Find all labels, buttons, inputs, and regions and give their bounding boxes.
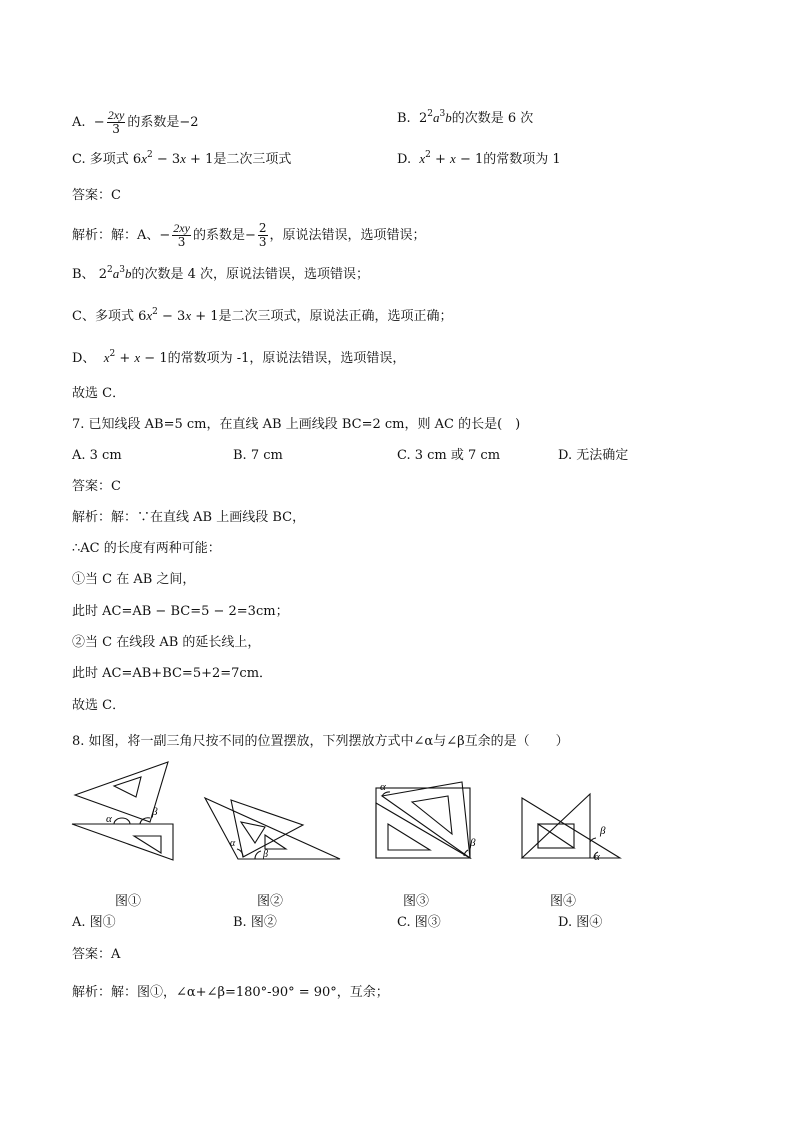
figure-4-triangle-rulers	[518, 790, 628, 865]
q6-analysis-b: B、 $2^2a^3b$的次数是 4 次，原说法错误，选项错误；	[72, 265, 369, 282]
q8-option-d: D. 图④	[558, 915, 603, 930]
figure-4-caption: 图④	[550, 894, 577, 909]
q6-analysis-d: D、 $x^2 + x - 1$的常数项为 -1，原说法错误，选项错误，	[72, 349, 406, 366]
figure-2-alpha-label: α	[230, 838, 236, 849]
q7-option-c: C. 3 cm 或 7 cm	[397, 448, 501, 463]
q6-analysis-c: C、多项式 $6x^2 - 3x + 1$是二次三项式，原说法正确，选项正确；	[72, 307, 453, 324]
q6-analysis-a: 解析：解：A、− $\frac{2xy}{3}$ 的系数是− $\frac{2}{3}$ ，原说法错误，选项错误；	[72, 221, 426, 249]
q8-analysis: 解析：解：图①，∠α+∠β=180°-90° = 90°，互余；	[72, 985, 389, 1000]
figure-3-triangle-rulers	[372, 778, 482, 866]
q8-option-c: C. 图③	[397, 915, 441, 930]
q6-option-b: B. $2^2a^3b$的次数是 6 次	[397, 109, 534, 126]
q8-stem: 8. 如图，将一副三角尺按不同的位置摆放，下列摆放方式中∠α与∠β互余的是（ ）	[72, 734, 569, 749]
q8-option-a: A. 图①	[72, 915, 116, 930]
figure-4-beta-label: β	[600, 825, 606, 837]
figure-3-alpha-label: α	[380, 781, 386, 793]
q7-option-b: B. 7 cm	[233, 448, 283, 463]
figure-3-beta-label: β	[470, 837, 476, 849]
q6-answer: 答案：C	[72, 188, 121, 203]
q7-option-d: D. 无法确定	[558, 448, 629, 463]
figure-2-beta-label: β	[263, 849, 268, 860]
q6-option-d: D. $x^2 + x - 1$的常数项为 1	[397, 150, 561, 167]
q7-stem: 7. 已知线段 AB=5 cm，在直线 AB 上画线段 BC=2 cm，则 AC 的长是( )	[72, 417, 521, 432]
q7-conclusion: 故选 C．	[72, 698, 126, 713]
figure-4-alpha-label: α	[594, 851, 600, 863]
q7-analysis-line-4: 此时 AC=AB − BC=5 − 2=3cm；	[72, 604, 289, 619]
figure-1-alpha-label: α	[106, 813, 112, 825]
q7-analysis-line-1: 解析：解：∵在直线 AB 上画线段 BC，	[72, 510, 306, 525]
figure-1-beta-label: β	[152, 806, 158, 818]
q7-analysis-line-6: 此时 AC=AB+BC=5+2=7cm．	[72, 666, 273, 681]
q8-answer: 答案：A	[72, 947, 121, 962]
q7-analysis-line-5: ②当 C 在线段 AB 的延长线上，	[72, 635, 261, 650]
q8-option-b: B. 图②	[233, 915, 277, 930]
figure-3-caption: 图③	[403, 894, 430, 909]
q6-conclusion: 故选 C．	[72, 386, 126, 401]
q7-option-a: A. 3 cm	[72, 448, 122, 463]
figure-2-caption: 图②	[257, 894, 284, 909]
figure-1-caption: 图①	[115, 894, 142, 909]
q6-option-c: C. 多项式 $6x^2 - 3x + 1$是二次三项式	[72, 150, 292, 167]
figure-1-triangle-rulers	[70, 760, 180, 865]
q7-answer: 答案：C	[72, 479, 121, 494]
q6-option-a: A. − $\frac{2xy}{3}$ 的系数是−2	[72, 108, 199, 136]
q7-analysis-line-2: ∴AC 的长度有两种可能：	[72, 541, 221, 556]
q7-analysis-line-3: ①当 C 在 AB 之间，	[72, 572, 196, 587]
figure-2-triangle-rulers	[203, 795, 345, 865]
